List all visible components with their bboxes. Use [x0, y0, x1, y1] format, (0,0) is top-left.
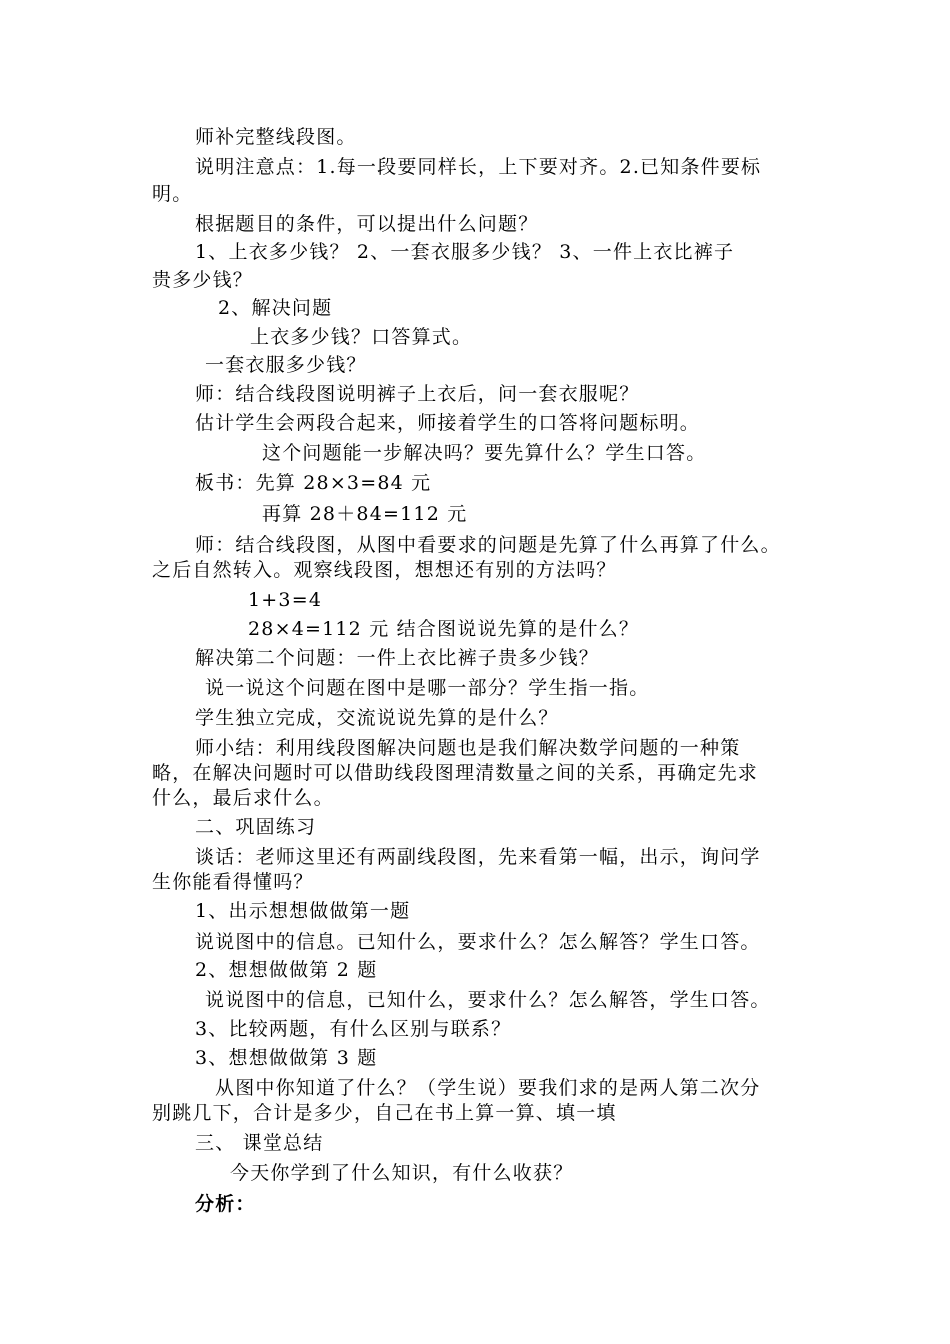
text-line: 明。 [152, 183, 193, 205]
text-line: 这个问题能一步解决吗？要先算什么？学生口答。 [262, 442, 707, 464]
text-line: 之后自然转入。观察线段图，想想还有别的方法吗？ [152, 559, 617, 581]
text-line: 说说图中的信息，已知什么，要求什么？怎么解答，学生口答。 [205, 989, 771, 1011]
text-line: 再算 28＋84=112 元 [262, 503, 468, 525]
text-line: 说说图中的信息。已知什么，要求什么？怎么解答？学生口答。 [195, 931, 761, 953]
text-line: 根据题目的条件，可以提出什么问题？ [195, 213, 539, 235]
text-line: 什么，最后求什么。 [152, 787, 334, 809]
text-line: 师：结合线段图说明裤子上衣后，问一套衣服呢？ [195, 383, 640, 405]
section-heading: 二、巩固练习 [195, 816, 317, 838]
text-line: 别跳几下，合计是多少，自己在书上算一算、填一填 [152, 1102, 617, 1124]
text-line: 1、上衣多少钱？ 2、一套衣服多少钱？ 3、一件上衣比裤子 [195, 241, 735, 263]
analysis-heading: 分析： [195, 1193, 256, 1215]
text-line: 今天你学到了什么知识，有什么收获？ [230, 1162, 574, 1184]
text-line: 3、想想做做第 3 题 [195, 1047, 378, 1069]
text-line: 3、比较两题，有什么区别与联系？ [195, 1018, 512, 1040]
text-line: 板书：先算 28×3=84 元 [195, 472, 432, 494]
text-line: 师补完整线段图。 [195, 126, 357, 148]
text-line: 一套衣服多少钱？ [205, 354, 367, 376]
text-line: 说明注意点：1.每一段要同样长，上下要对齐。2.已知条件要标 [195, 156, 762, 178]
text-line: 学生独立完成，交流说说先算的是什么？ [195, 707, 559, 729]
text-line: 谈话：老师这里还有两副线段图，先来看第一幅，出示，询问学 [195, 846, 761, 868]
text-line: 28×4=112 元 结合图说说先算的是什么？ [248, 618, 640, 640]
section-heading: 2、解决问题 [218, 297, 333, 319]
section-heading: 三、 课堂总结 [195, 1132, 324, 1154]
text-line: 生你能看得懂吗？ [152, 871, 314, 893]
text-line: 师：结合线段图，从图中看要求的问题是先算了什么再算了什么。 [195, 534, 781, 556]
text-line: 师小结：利用线段图解决问题也是我们解决数学问题的一种策 [195, 737, 741, 759]
text-line: 上衣多少钱？口答算式。 [250, 326, 473, 348]
text-line: 略，在解决问题时可以借助线段图理清数量之间的关系，再确定先求 [152, 762, 759, 784]
text-line: 从图中你知道了什么？（学生说）要我们求的是两人第二次分 [215, 1077, 761, 1099]
text-line: 解决第二个问题：一件上衣比裤子贵多少钱？ [195, 647, 600, 669]
text-line: 1、出示想想做做第一题 [195, 900, 411, 922]
text-line: 估计学生会两段合起来，师接着学生的口答将问题标明。 [195, 412, 701, 434]
text-line: 1+3=4 [248, 589, 323, 611]
text-line: 说一说这个问题在图中是哪一部分？学生指一指。 [205, 677, 650, 699]
text-line: 2、想想做做第 2 题 [195, 959, 378, 981]
text-line: 贵多少钱？ [152, 269, 254, 291]
